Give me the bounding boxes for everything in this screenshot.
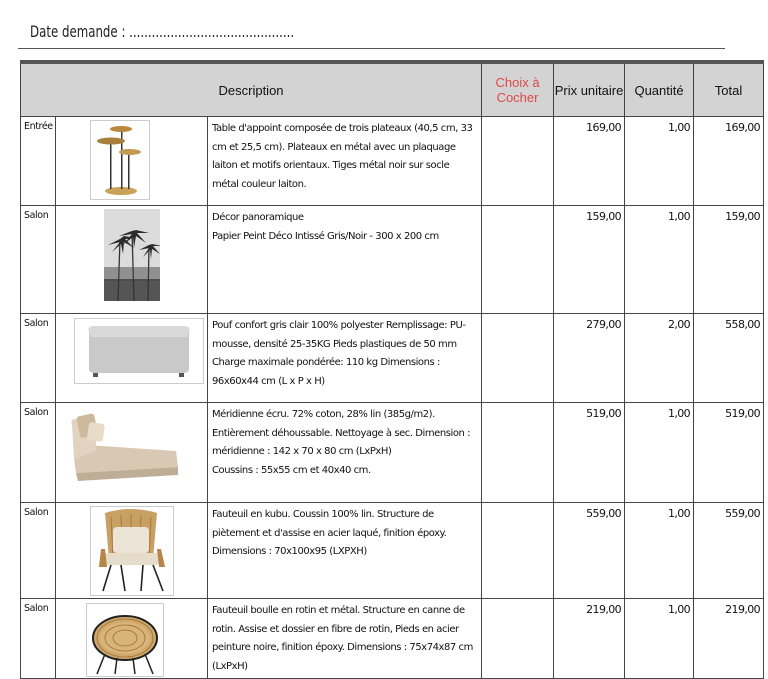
choice-cell[interactable] — [482, 314, 554, 403]
date-request-label: Date demande : ............................................ — [30, 22, 295, 41]
table-header-row — [21, 62, 764, 117]
total-cell: 559,00 — [694, 503, 764, 599]
table-row — [21, 314, 764, 403]
palm-wallpaper-image — [104, 209, 160, 301]
image-cell — [56, 599, 208, 679]
description-cell: Fauteuil boulle en rotin et métal. Structure en canne de rotin. Assise et dossier en fibre de rotin, Pieds en acier peinture noire, finition époxy. Dimensions : 75x74x87 cm (LxPxH) — [208, 599, 482, 679]
image-cell — [56, 503, 208, 599]
column-header-prix: Prix unitaire — [554, 62, 625, 117]
unit-price-cell: 279,00 — [554, 314, 625, 403]
choice-cell[interactable] — [482, 117, 554, 206]
choice-cell[interactable] — [482, 503, 554, 599]
quote-table — [20, 60, 764, 679]
unit-price-cell: 169,00 — [554, 117, 625, 206]
total-cell: 219,00 — [694, 599, 764, 679]
rattan-armchair-image — [90, 506, 174, 596]
unit-price-cell: 219,00 — [554, 599, 625, 679]
column-header-description: Description — [21, 62, 482, 117]
room-cell: Salon — [21, 206, 56, 314]
choice-cell[interactable] — [482, 206, 554, 314]
description-cell: Méridienne écru. 72% coton, 28% lin (385g/m2). Entièrement déhoussable. Nettoyage à sec. Dimension : méridienne : 142 x 70 x 80 cm (LxPxH) Coussins : 55x55 cm et 40x40 cm. — [208, 403, 482, 503]
unit-price-cell: 159,00 — [554, 206, 625, 314]
chaise-longue-image — [66, 405, 184, 483]
total-cell: 159,00 — [694, 206, 764, 314]
pouf-image — [74, 318, 204, 384]
total-cell: 169,00 — [694, 117, 764, 206]
header-divider — [18, 48, 725, 49]
quantity-cell: 1,00 — [625, 599, 694, 679]
total-cell: 519,00 — [694, 403, 764, 503]
side-table-image — [90, 120, 150, 200]
room-cell: Entrée — [21, 117, 56, 206]
table-row — [21, 117, 764, 206]
round-rattan-chair-image — [86, 603, 164, 677]
column-header-choix: Choix à Cocher — [482, 62, 554, 117]
room-cell: Salon — [21, 599, 56, 679]
unit-price-cell: 519,00 — [554, 403, 625, 503]
description-cell: Pouf confort gris clair 100% polyester Remplissage: PU-mousse, densité 25-35KG Pieds plastiques de 50 mm Charge maximale pondérée: 110 kg Dimensions : 96x60x44 cm (L x P x H) — [208, 314, 482, 403]
table-row — [21, 599, 764, 679]
column-header-quantite: Quantité — [625, 62, 694, 117]
quantity-cell: 2,00 — [625, 314, 694, 403]
table-row — [21, 403, 764, 503]
quantity-cell: 1,00 — [625, 117, 694, 206]
table-row — [21, 206, 764, 314]
description-cell: Fauteuil en kubu. Coussin 100% lin. Structure de piètement et d'assise en acier laqué, finition époxy. Dimensions : 70x100x95 (LXPXH) — [208, 503, 482, 599]
quantity-cell: 1,00 — [625, 206, 694, 314]
quantity-cell: 1,00 — [625, 503, 694, 599]
unit-price-cell: 559,00 — [554, 503, 625, 599]
table-row — [21, 503, 764, 599]
image-cell — [56, 206, 208, 314]
description-cell: Décor panoramique Papier Peint Déco Intissé Gris/Noir - 300 x 200 cm — [208, 206, 482, 314]
image-cell — [56, 403, 208, 503]
room-cell: Salon — [21, 403, 56, 503]
image-cell — [56, 314, 208, 403]
choice-cell[interactable] — [482, 403, 554, 503]
column-header-total: Total — [694, 62, 764, 117]
room-cell: Salon — [21, 314, 56, 403]
description-cell: Table d'appoint composée de trois plateaux (40,5 cm, 33 cm et 25,5 cm). Plateaux en métal avec un plaquage laiton et motifs orientaux. Tiges métal noir sur socle métal couleur laiton. — [208, 117, 482, 206]
choice-cell[interactable] — [482, 599, 554, 679]
room-cell: Salon — [21, 503, 56, 599]
image-cell — [56, 117, 208, 206]
total-cell: 558,00 — [694, 314, 764, 403]
quantity-cell: 1,00 — [625, 403, 694, 503]
